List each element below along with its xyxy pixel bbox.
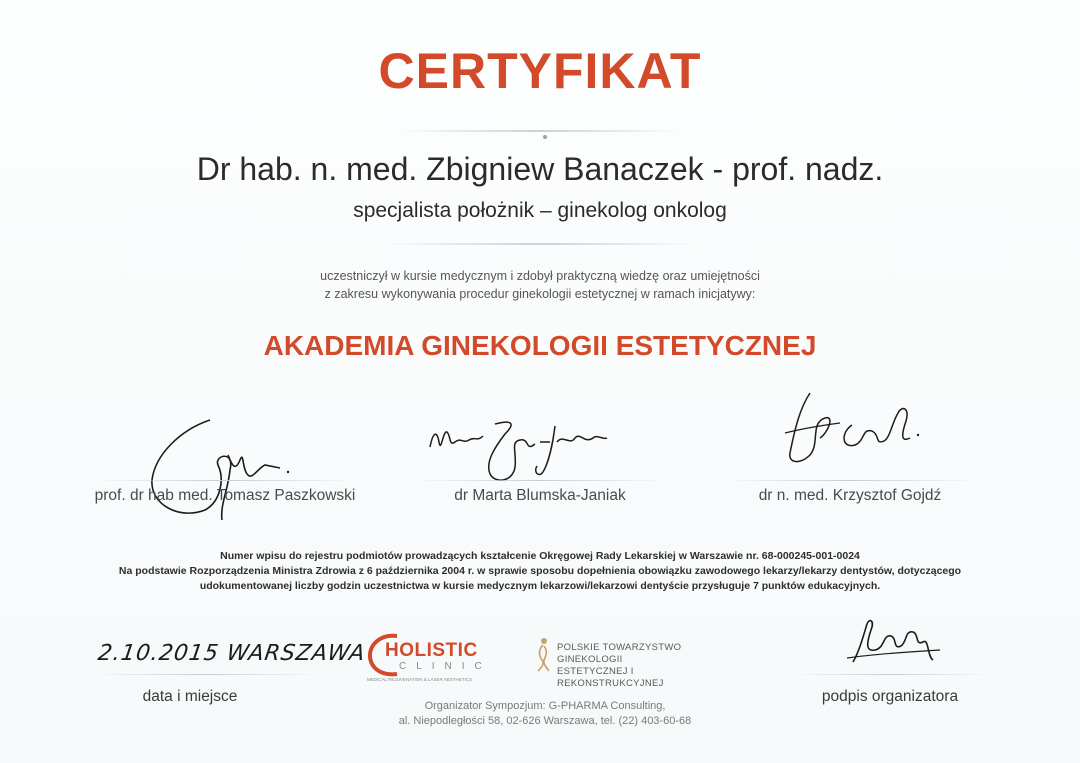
signature-line-3: [720, 480, 980, 481]
organizer-signature-line: [790, 674, 990, 675]
initiative-name: AKADEMIA GINEKOLOGII ESTETYCZNEJ: [263, 330, 817, 361]
ptg-line-1: POLSKIE TOWARZYSTWO GINEKOLOGII: [557, 642, 682, 665]
signatory-name-3: dr n. med. Krzysztof Gojdź: [758, 487, 942, 504]
clinic-word: CLINIC: [399, 661, 492, 672]
holistic-tagline: MEDICAL REJUVENATION & LASER AESTHETICS: [367, 677, 473, 682]
legal-line-1: Numer wpisu do rejestru podmiotów prowadzących kształcenie Okręgowej Rady Lekarskiej w Warszawie nr. 68-000245-001-0024: [220, 550, 860, 562]
signature-organizer: [845, 612, 945, 672]
signature-line-1: [90, 480, 360, 481]
intro-line-1: uczestniczył w kursie medycznym i zdobył praktyczną wiedzę oraz umiejętności: [320, 269, 760, 283]
holistic-clinic-logo: [365, 628, 492, 688]
name-separator: [380, 243, 700, 245]
certificate-title: CERTYFIKAT: [378, 43, 702, 99]
organizer-line-1: Organizator Sympozjum: G-PHARMA Consulting,: [424, 700, 666, 712]
signature-gojdz: [780, 383, 930, 473]
ptg-logo: [533, 636, 743, 689]
recipient-name: Dr hab. n. med. Zbigniew Banaczek - prof. nadz.: [196, 151, 884, 187]
ptg-figure-icon: [533, 636, 553, 672]
legal-notice: [0, 549, 1080, 594]
ornament-dot: [543, 135, 547, 139]
date-line: [90, 674, 320, 675]
holistic-word: HOLISTIC: [385, 640, 478, 661]
ptg-text: [557, 642, 743, 690]
recipient-specialty: specjalista położnik – ginekolog onkolog: [353, 199, 727, 222]
intro-text: [0, 267, 1080, 303]
ptg-line-2: ESTETYCZNEJ I REKONSTRUKCYJNEJ: [557, 666, 664, 689]
signatory-name-2: dr Marta Blumska-Janiak: [454, 487, 626, 504]
legal-line-2: Na podstawie Rozporządzenia Ministra Zdrowia z 6 października 2004 r. w sprawie sposobu dopełnienia obowiązku zawodowego lekarzy/lekarzy dentystów, dotyczącego: [118, 565, 962, 577]
organizer-signature-label: podpis organizatora: [821, 688, 959, 705]
signatory-name-1: prof. dr hab med. Tomasz Paszkowski: [94, 487, 356, 504]
signature-line-2: [410, 480, 670, 481]
intro-line-2: z zakresu wykonywania procedur ginekologii estetycznej w ramach inicjatywy:: [324, 287, 756, 301]
legal-line-3: udokumentowanej liczby godzin uczestnictwa w kursie medycznym lekarzowi/lekarzowi dentyście przysługuje 7 punktów edukacyjnych.: [199, 580, 881, 592]
organizer-info: [380, 699, 710, 729]
organizer-line-2: al. Niepodległości 58, 02-626 Warszawa, tel. (22) 403-60-68: [398, 715, 692, 727]
date-place-handwritten: 2.10.2015 WARSZAWA: [96, 641, 368, 666]
date-place-label: data i miejsce: [142, 688, 238, 705]
title-separator: [400, 130, 680, 132]
